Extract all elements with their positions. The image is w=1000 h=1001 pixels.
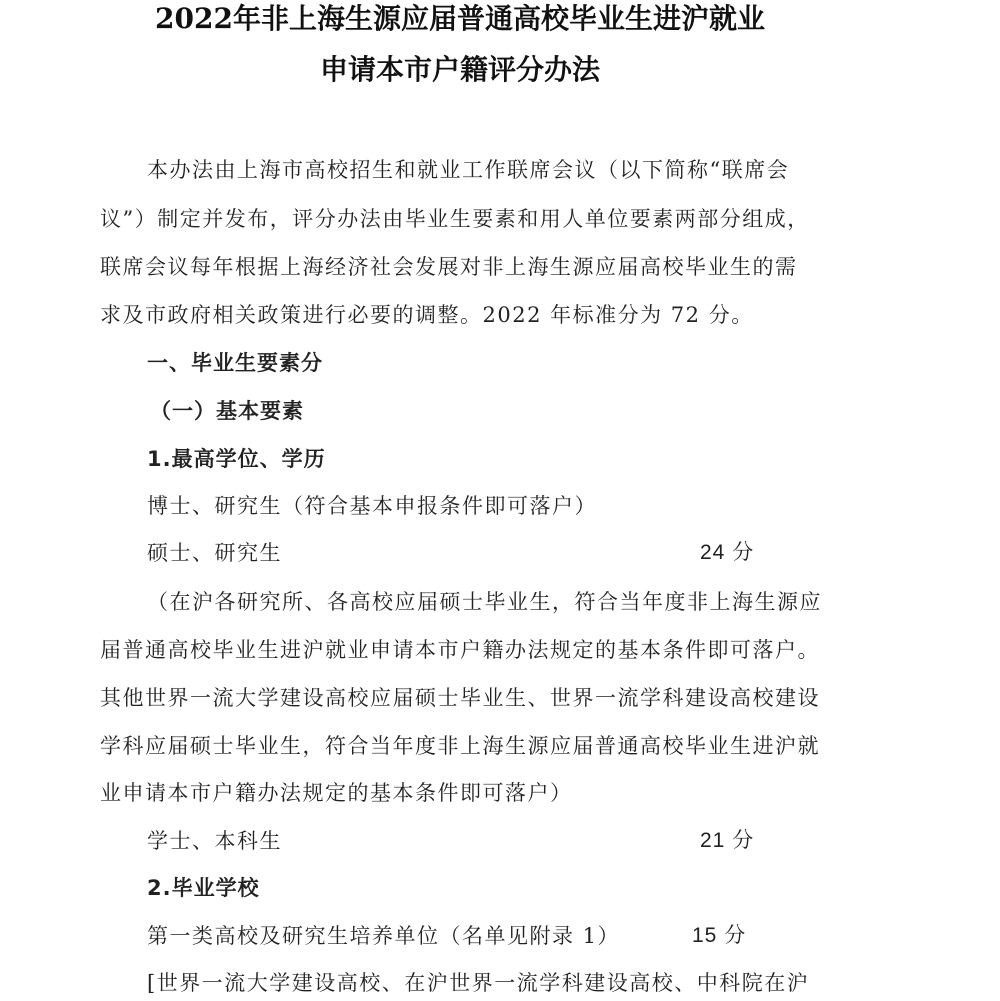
document-title-line1: 2022年非上海生源应届普通高校毕业生进沪就业 [155, 2, 765, 35]
master-note-line-4: 学科应届硕士毕业生，符合当年度非上海生源应届普通高校毕业生进沪就 [100, 734, 820, 758]
item-heading-school: 2.毕业学校 [147, 876, 260, 900]
intro-line-1: 本办法由上海市高校招生和就业工作联席会议（以下简称“联席会 [147, 158, 790, 182]
intro-line-2: 议”）制定并发布，评分办法由毕业生要素和用人单位要素两部分组成， [100, 207, 810, 231]
item-heading-degree: 1.最高学位、学历 [147, 447, 326, 471]
class1-score: 15 分 [692, 924, 747, 947]
master-note-line-3: 其他世界一流大学建设高校应届硕士毕业生、世界一流学科建设高校建设 [100, 686, 820, 710]
document-title-line2: 申请本市户籍评分办法 [319, 53, 600, 86]
class1-note: [世界一流大学建设高校、在沪世界一流学科建设高校、中科院在沪 [147, 971, 810, 995]
master-score: 24 分 [700, 541, 755, 564]
intro-line-3: 联席会议每年根据上海经济社会发展对非上海生源应届高校毕业生的需 [100, 255, 798, 279]
master-note-line-2: 届普通高校毕业生进沪就业申请本市户籍办法规定的基本条件即可落户。 [100, 638, 820, 662]
master-note-line-1: （在沪各研究所、各高校应届硕士毕业生，符合当年度非上海生源应 [147, 590, 822, 614]
doctor-line: 博士、研究生（符合基本申报条件即可落户） [147, 494, 597, 518]
bachelor-score: 21 分 [700, 829, 755, 852]
subsection-heading: （一）基本要素 [150, 399, 304, 423]
section-heading: 一、毕业生要素分 [147, 351, 323, 375]
bachelor-label: 学士、本科生 [147, 829, 282, 853]
master-note-line-5: 业申请本市户籍办法规定的基本条件即可落户） [100, 781, 573, 805]
class1-label: 第一类高校及研究生培养单位（名单见附录 1） [147, 924, 621, 948]
intro-line-4: 求及市政府相关政策进行必要的调整。2022 年标准分为 72 分。 [100, 303, 754, 327]
master-label: 硕士、研究生 [147, 541, 282, 565]
